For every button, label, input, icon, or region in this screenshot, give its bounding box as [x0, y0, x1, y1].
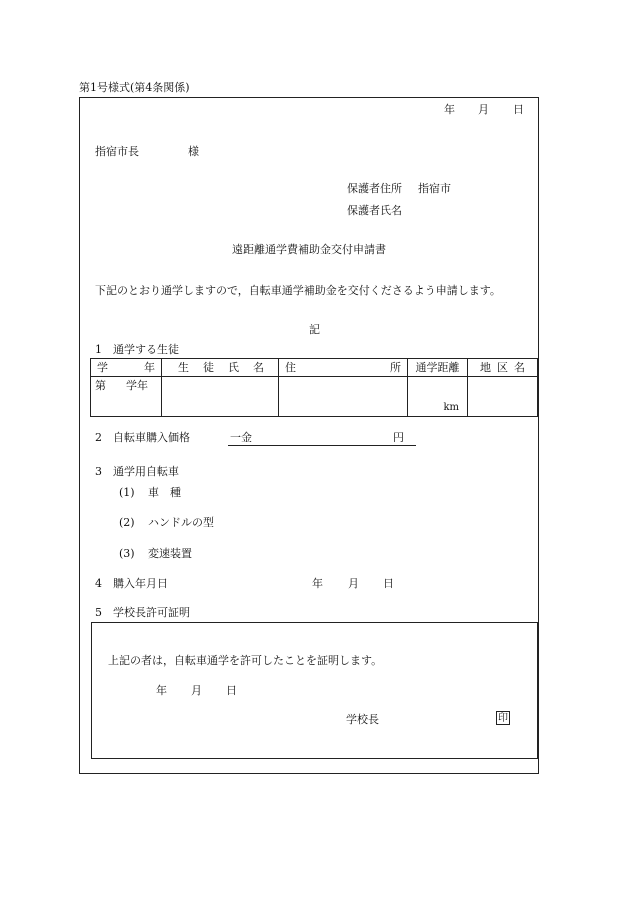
date-month: 月: [478, 103, 489, 116]
bike-item-1-text: 車 種: [148, 486, 181, 499]
form-number: 第1号様式(第4条関係): [79, 81, 190, 94]
cell-address[interactable]: [279, 377, 408, 417]
price-underline[interactable]: [228, 445, 416, 446]
cert-day: 日: [226, 684, 237, 697]
bike-item-1-num: (1): [119, 486, 135, 499]
cert-month: 月: [191, 684, 202, 697]
intro-text: 下記のとおり通学しますので，自転車通学補助金を交付くださるよう申請します。: [95, 284, 501, 297]
student-table-header: [91, 359, 538, 377]
bike-item-2-text: ハンドルの型: [148, 516, 214, 529]
distance-unit: km: [443, 402, 459, 413]
purchase-month: 月: [348, 577, 359, 590]
header-district: 地 区 名: [468, 359, 538, 377]
addressee-honorific: 様: [188, 145, 199, 158]
date-day: 日: [513, 103, 524, 116]
purchase-year: 年: [312, 577, 323, 590]
cert-year: 年: [156, 684, 167, 697]
table-row: [91, 377, 538, 417]
bike-item-3-text: 変速装置: [148, 547, 192, 560]
header-student-name: 生 徒 氏 名: [162, 359, 279, 377]
cell-student-name[interactable]: [162, 377, 279, 417]
section4-label: 4 購入年月日: [95, 577, 168, 590]
note-mark: 記: [309, 323, 320, 336]
header-distance: 通学距離: [408, 359, 468, 377]
principal-label: 学校長: [346, 713, 379, 726]
bike-item-3-num: (3): [119, 547, 135, 560]
date-year: 年: [444, 103, 455, 116]
price-unit: 円: [393, 431, 404, 444]
student-table: [90, 358, 538, 417]
price-prefix: 一金: [230, 431, 252, 444]
guardian-name-label: 保護者氏名: [347, 204, 402, 217]
cell-district[interactable]: [468, 377, 538, 417]
section1-label: 1 通学する生徒: [95, 343, 179, 356]
guardian-address-value: 指宿市: [418, 182, 451, 195]
certification-statement: 上記の者は，自転車通学を許可したことを証明します。: [108, 654, 383, 667]
section3-label: 3 通学用自転車: [95, 465, 179, 478]
section2-label: 2 自転車購入価格: [95, 431, 190, 444]
cell-grade[interactable]: 第 学年: [91, 377, 162, 417]
guardian-address-label: 保護者住所: [347, 182, 402, 195]
header-grade: 学 年: [91, 359, 162, 377]
purchase-day: 日: [383, 577, 394, 590]
bike-item-2-num: (2): [119, 516, 135, 529]
header-address: 住 所: [279, 359, 408, 377]
section5-label: 5 学校長許可証明: [95, 606, 190, 619]
cell-distance[interactable]: [408, 377, 468, 417]
form-title: 遠距離通学費補助金交付申請書: [232, 243, 386, 256]
addressee-name: 指宿市長: [95, 145, 139, 158]
seal-stamp-mark: 印: [498, 713, 508, 724]
